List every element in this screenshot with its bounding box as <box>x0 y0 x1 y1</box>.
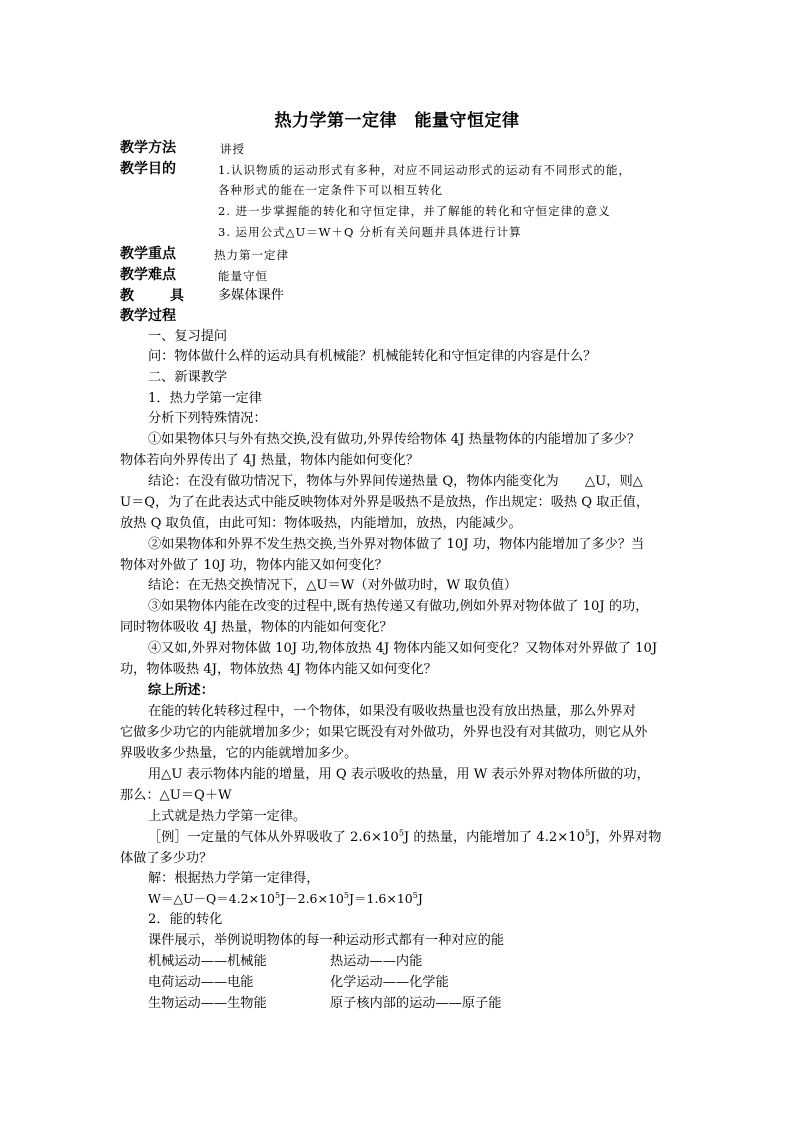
body-line: 体做了多少功？ <box>120 851 213 866</box>
process-label: 教学过程 <box>120 308 176 324</box>
body-line: 结论：在无热交换情况下，△U＝W（对外做功时，W 取负值） <box>148 578 518 593</box>
exponent: 5 <box>398 828 404 838</box>
formula-text: J＝1.6×10 <box>348 891 413 906</box>
body-line: ①如果物体只与外有热交换,没有做功,外界传给物体 4J 热量物体的内能增加了多少？ <box>148 432 641 447</box>
body-line: 同时物体吸收 4J 热量，物体的内能如何变化？ <box>120 620 393 635</box>
body-line: ③如果物体内能在改变的过程中,既有热传递又有做功,例如外界对物体做了 10J 的功， <box>148 599 649 614</box>
subsection-1: 1．热力学第一定律 <box>148 391 262 406</box>
goal-label: 教学目的 <box>120 161 176 177</box>
body-line: 课件展示，举例说明物体的每一种运动形式都有一种对应的能 <box>148 933 505 948</box>
method-value: 讲授 <box>220 142 245 156</box>
page-title: 热力学第一定律 能量守恒定律 <box>274 111 520 131</box>
example-question <box>148 828 661 848</box>
goal-1a: 1.认识物质的运动形式有多种，对应不同运动形式的运动有不同形式的能， <box>218 163 631 177</box>
key-value: 热力第一定律 <box>214 248 289 262</box>
key-label: 教学重点 <box>120 246 176 262</box>
formula-line: 那么：△U＝Q＋W <box>120 788 232 803</box>
energy-pair-left: 电荷运动——电能 <box>148 975 254 990</box>
body-line: ②如果物体和外界不发生热交换,当外界对物体做了 10J 功，物体内能增加了多少？当 <box>148 537 645 552</box>
subsection-2: 2．能的转化 <box>148 912 223 927</box>
body-line: 功，物体吸热 4J，物体放热 4J 物体内能又如何变化？ <box>120 662 437 677</box>
body-line: 在能的转化转移过程中，一个物体，如果没有吸收热量也没有放出热量，那么外界对 <box>148 704 636 719</box>
energy-pair-right: 原子核内部的运动——原子能 <box>330 996 502 1011</box>
body-line: 它做多少功它的内能就增加多少；如果它既没有对外做功，外界也没有对其做功，则它从外 <box>120 725 648 740</box>
body-line: 分析下列特殊情况： <box>148 411 267 426</box>
exponent: 5 <box>585 828 591 838</box>
energy-pair-right: 化学运动——化学能 <box>330 975 449 990</box>
body-line: 物体若向外界传出了 4J 热量，物体内能如何变化？ <box>120 453 419 468</box>
energy-pair-right: 热运动——内能 <box>330 954 423 969</box>
section-review: 一、复习提问 <box>148 329 228 344</box>
body-line: 上式就是热力学第一定律。 <box>148 809 307 824</box>
example-text: ［例］一定量的气体从外界吸收了 2.6×10 <box>148 830 399 845</box>
body-line: 放热 Q 取负值，由此可知：物体吸热，内能增加，放热，内能减少。 <box>120 516 522 531</box>
solution-formula <box>148 889 423 909</box>
body-line: U＝Q，为了在此表达式中能反映物体对外界是吸热不是放热，作出规定：吸热 Q 取正值， <box>120 495 650 510</box>
method-label: 教学方法 <box>120 140 176 156</box>
energy-pair-left: 机械运动——机械能 <box>148 954 267 969</box>
formula-text: J－2.6×10 <box>280 891 344 906</box>
energy-pair-left: 生物运动——生物能 <box>148 996 267 1011</box>
body-line: 结论：在没有做功情况下，物体与外界间传递热量 Q，物体内能变化为 △U，则△ <box>148 474 643 489</box>
review-question: 问：物体做什么样的运动具有机械能？机械能转化和守恒定律的内容是什么？ <box>148 349 597 364</box>
difficulty-value: 能量守恒 <box>218 269 268 283</box>
exponent: 5 <box>275 890 281 900</box>
goal-2: 2. 进一步掌握能的转化和守恒定律，并了解能的转化和守恒定律的意义 <box>218 204 611 218</box>
solution-intro: 解：根据热力学第一定律得， <box>148 871 320 886</box>
body-line: ④又如,外界对物体做 10J 功,物体放热 4J 物体内能又如何变化？又物体对外界做了 10J <box>148 641 658 656</box>
difficulty-label: 教学难点 <box>120 267 176 283</box>
formula-text: W＝△U－Q＝4.2×10 <box>148 891 276 906</box>
summary-heading: 综上所述： <box>148 683 214 698</box>
goal-3: 3. 运用公式△U＝W＋Q 分析有关问题并具体进行计算 <box>218 225 522 239</box>
formula-text: J <box>417 891 423 906</box>
body-line: 界吸收多少热量，它的内能就增加多少。 <box>120 746 358 761</box>
example-text: J，外界对物 <box>590 830 662 845</box>
body-line: 物体对外做了 10J 功，物体内能又如何变化？ <box>120 558 388 573</box>
goal-1b: 各种形式的能在一定条件下可以相互转化 <box>218 183 443 197</box>
body-line: 用△U 表示物体内能的增量，用 Q 表示吸收的热量，用 W 表示外界对物体所做的功， <box>148 767 650 782</box>
section-new: 二、新课教学 <box>148 370 228 385</box>
exponent: 5 <box>412 890 418 900</box>
tool-value: 多媒体课件 <box>218 288 284 303</box>
tool-label-2: 具 <box>170 288 184 304</box>
tool-label-1: 教 <box>120 288 134 304</box>
exponent: 5 <box>343 890 349 900</box>
example-text: J 的热量，内能增加了 4.2×10 <box>403 830 586 845</box>
